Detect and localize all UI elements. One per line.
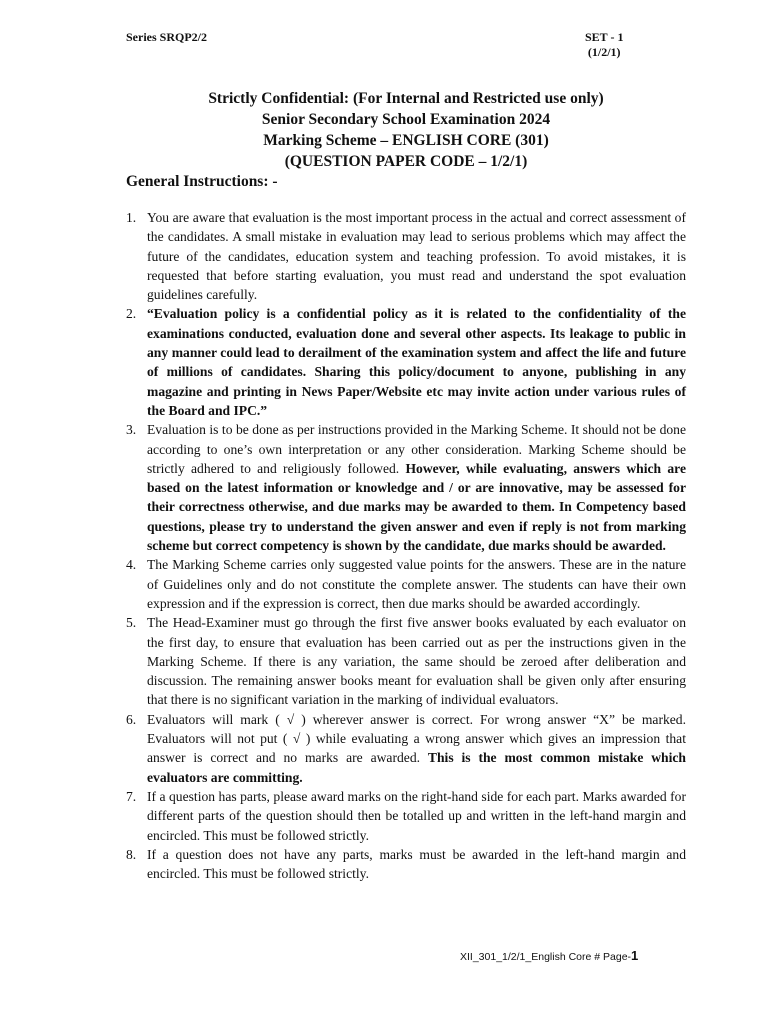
set-paper-code: (1/2/1) [587,45,621,59]
instruction-text: If a question does not have any parts, marks must be awarded in the left-hand margin and encircled. This must be followed strictly. [147,846,686,882]
page-number: 1 [631,948,639,963]
instruction-text: You are aware that evaluation is the most important process in the actual and correct assessment of the candidates. A small mistake in evaluation may lead to serious problems which may affect the future of the candidates, education system and teaching profession. To avoid mistakes, it is requested that before starting evaluation, you must read and understand the spot evaluation guidelines carefully. [147,210,686,303]
instruction-text: Evaluators will mark ( √ ) wherever answer is correct. For wrong answer “X” be marked. Evaluators will not put ( √ ) while evaluating a wrong answer which gives an impression that answer is correct and no marks are awarded. [147,711,686,766]
set-code [585,30,623,60]
instruction-number: 5. [126,615,137,631]
page-footer [460,948,638,963]
title-marking-scheme: Marking Scheme – ENGLISH CORE (301) [263,132,549,149]
instruction-item [126,420,686,555]
instruction-item [126,613,686,709]
document-title [126,88,686,172]
instruction-bold-text: However, while evaluating, answers which are based on the latest information or knowledge and / or are innovative, may be assessed for their correctness otherwise, and due marks may be awarded to them. In Competency based questions, please try to understand the given answer and even if reply is not from marking scheme but correct competency is shown by the candidate, due marks should be awarded. [147,460,686,554]
instruction-number: 3. [126,422,137,438]
instructions-list [126,208,686,883]
instruction-item [126,304,686,420]
series-code: Series SRQP2/2 [126,30,207,44]
instruction-text: If a question has parts, please award marks on the right-hand side for each part. Marks awarded for different parts of the question should then be totalled up and written in the left-hand margin and encircled. This must be followed strictly. [147,788,686,843]
instruction-number: 4. [126,557,137,573]
instruction-item [126,710,686,787]
instruction-bold-text: “Evaluation policy is a confidential policy as it is related to the confidentiality of the examinations conducted, evaluation done and several other aspects. Its leakage to public in any manner could lead to derailment of the examination system and affect the life and future of millions of candidates. Sharing this policy/document to anyone, publishing in any magazine and printing in News Paper/Website etc may invite action under various rules of the Board and IPC.” [147,306,686,418]
instruction-text: Evaluation is to be done as per instructions provided in the Marking Scheme. It should not be done according to one’s own interpretation or any other consideration. Marking Scheme should be strictly adhered to and religiously followed. [147,422,686,476]
instruction-text: The Marking Scheme carries only suggested value points for the answers. These are in the nature of Guidelines only and do not constitute the complete answer. The students can have their own expression and if the expression is correct, then due marks should be awarded accordingly. [147,557,686,611]
instruction-item [126,845,686,884]
title-paper-code: (QUESTION PAPER CODE – 1/2/1) [284,153,528,170]
title-confidential: Strictly Confidential: (For Internal and Restricted use only) [208,90,604,107]
instruction-text: The Head-Examiner must go through the first five answer books evaluated by each evaluator on the first day, to ensure that evaluation has been carried out as per the instructions given in the Marking Scheme. If there is any variation, the same should be zeroed after deliberation and discussion. The remaining answer books meant for evaluation shall be given only after ensuring that there is no significant variation in the marking of individual evaluators. [147,615,686,708]
instruction-item [126,787,686,845]
instruction-item [126,208,686,304]
instruction-number: 1. [126,210,137,225]
instruction-number: 6. [126,711,137,727]
instruction-number: 2. [126,306,137,322]
title-exam: Senior Secondary School Examination 2024 [261,111,551,128]
footer-label: XII_301_1/2/1_English Core # Page- [460,951,632,963]
instruction-number: 8. [126,846,137,862]
general-instructions-heading: General Instructions: - [126,173,278,190]
instruction-item [126,555,686,613]
instruction-number: 7. [126,788,137,804]
instruction-bold-text: This is the most common mistake which evaluators are committing. [147,750,686,785]
set-number: SET - 1 [585,30,624,44]
